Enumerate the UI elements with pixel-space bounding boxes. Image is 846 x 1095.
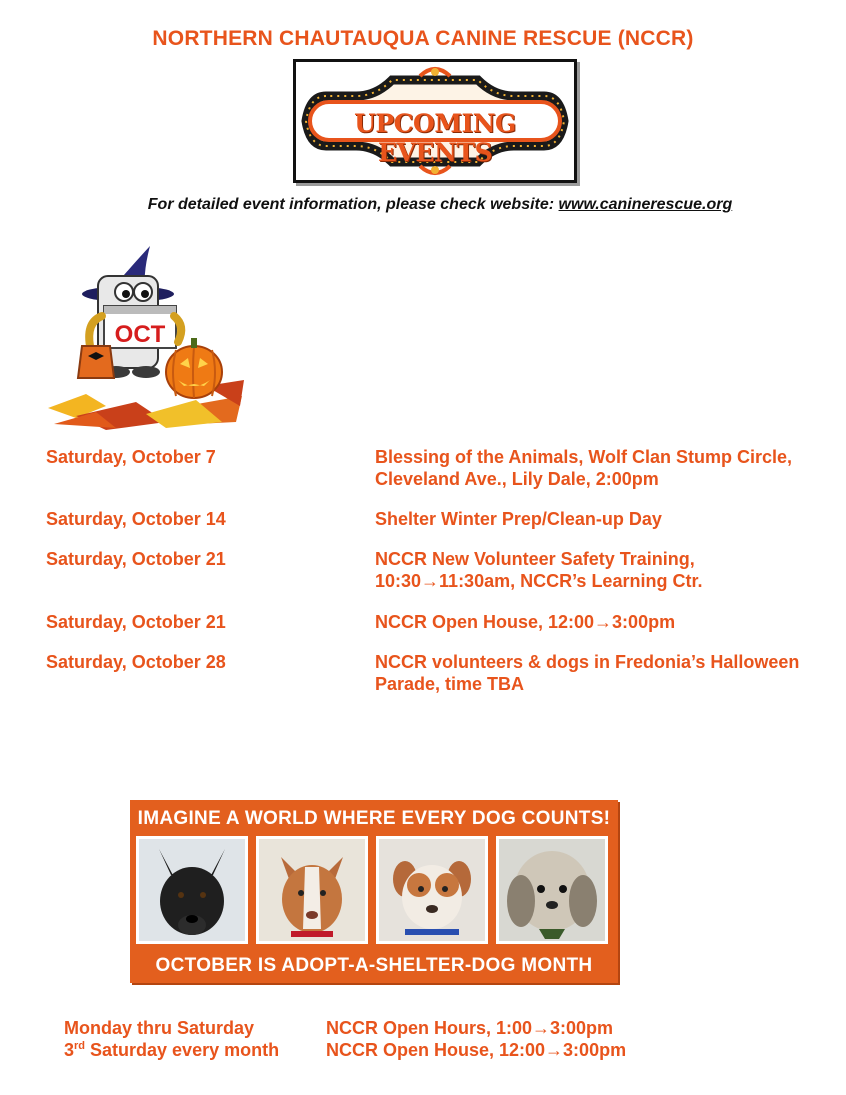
event-row bbox=[46, 611, 826, 651]
october-calendar-mascot-icon bbox=[46, 246, 246, 432]
event-date: Saturday, October 7 bbox=[46, 447, 216, 467]
page-title: NORTHERN CHAUTAUQUA CANINE RESCUE (NCCR) bbox=[152, 27, 694, 50]
hours-label-suffix: rd bbox=[74, 1040, 86, 1052]
event-description: NCCR volunteers & dogs in Fredonia’s Halloween Parade, time TBA bbox=[375, 652, 800, 694]
event-date: Saturday, October 14 bbox=[46, 509, 226, 529]
event-description: Blessing of the Animals, Wolf Clan Stump Circle, Cleveland Ave., Lily Dale, 2:00pm bbox=[375, 447, 793, 489]
oct-sign-text: OCT bbox=[114, 321, 166, 348]
event-row bbox=[46, 548, 826, 611]
dog-photo-black-dog bbox=[136, 836, 248, 944]
hours-label: Monday thru Saturday bbox=[64, 1018, 255, 1038]
website-note bbox=[0, 196, 846, 214]
hours-label bbox=[64, 1039, 279, 1061]
hours-label-number: 3 bbox=[64, 1040, 75, 1060]
events-list bbox=[46, 446, 826, 695]
open-hours bbox=[64, 1017, 764, 1061]
adopt-shelter-dog-banner bbox=[130, 800, 618, 983]
banner-headline: IMAGINE A WORLD WHERE EVERY DOG COUNTS! bbox=[137, 808, 611, 829]
hours-description: NCCR Open House, 12:00→3:00pm bbox=[326, 1040, 627, 1060]
event-row bbox=[46, 446, 826, 508]
dog-photo-tan-dog bbox=[256, 836, 368, 944]
event-description: NCCR Open House, 12:00→3:00pm bbox=[375, 612, 676, 632]
event-date: Saturday, October 28 bbox=[46, 652, 226, 672]
hours-description: NCCR Open Hours, 1:00→3:00pm bbox=[326, 1018, 614, 1038]
hours-row bbox=[64, 1017, 764, 1039]
dog-photo-white-brown-dog bbox=[376, 836, 488, 944]
website-link[interactable]: www.caninerescue.org bbox=[558, 196, 733, 213]
event-description: NCCR New Volunteer Safety Training, 10:30→11:30am, NCCR’s Learning Ctr. bbox=[375, 549, 703, 591]
dog-photo-fluffy-dog bbox=[496, 836, 608, 944]
marquee-title: UPCOMING EVENTS bbox=[354, 109, 516, 167]
event-row bbox=[46, 508, 826, 548]
banner-subheadline: OCTOBER IS ADOPT-A-SHELTER-DOG MONTH bbox=[155, 955, 593, 976]
hours-row bbox=[64, 1039, 764, 1061]
upcoming-events-marquee bbox=[293, 59, 577, 183]
website-note-text: For detailed event information, please check website: bbox=[147, 196, 559, 213]
event-date: Saturday, October 21 bbox=[46, 549, 226, 569]
hours-label-rest: Saturday every month bbox=[85, 1040, 280, 1060]
event-description: Shelter Winter Prep/Clean-up Day bbox=[375, 509, 662, 529]
event-row bbox=[46, 651, 826, 695]
event-date: Saturday, October 21 bbox=[46, 612, 226, 632]
